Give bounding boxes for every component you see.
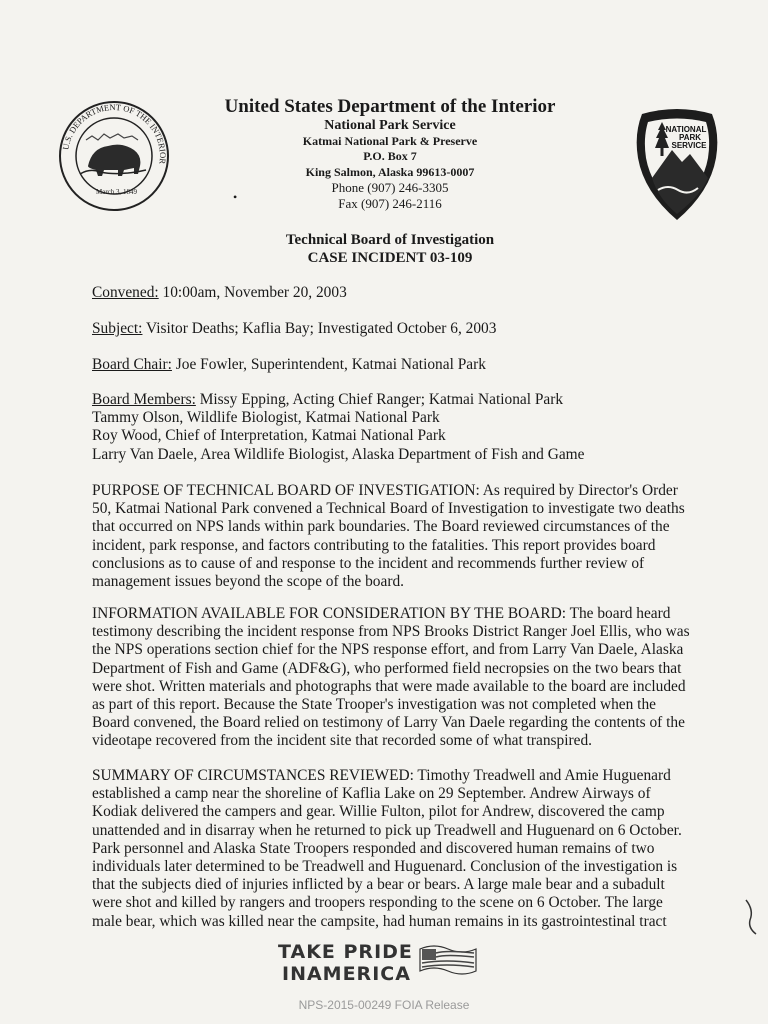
text-line: Board convened, the Board relied on testimony of Larry Van Daele regarding the contents of the <box>92 714 685 732</box>
department-name: United States Department of the Interior <box>224 96 556 117</box>
information-paragraph <box>92 605 692 751</box>
chair-label: Board Chair: <box>92 356 172 373</box>
flag-icon <box>418 943 478 983</box>
text-line: were shot and killed by rangers and troopers responding to the scene on 6 October. The large <box>92 894 663 912</box>
report-title <box>150 231 630 267</box>
chair-line <box>92 356 692 374</box>
subject-label: Subject: <box>92 320 143 337</box>
board-title: Technical Board of Investigation <box>285 232 495 248</box>
seal-ring-text: U.S. DEPARTMENT OF THE INTERIOR <box>60 101 169 165</box>
nps-arrowhead-icon <box>634 108 720 222</box>
text-line: Department of Fish and Game (ADF&G), who performed field necropsies on the two bears that <box>92 659 682 677</box>
text-line: were shot. Written materials and photographs that were made available to the board are included <box>92 677 686 695</box>
seal-date: March 3, 1849 <box>96 188 138 196</box>
foia-release-stamp: NPS-2015-00249 FOIA Release <box>298 998 470 1012</box>
phone-number: Phone (907) 246-3305 <box>331 180 449 195</box>
po-box: P.O. Box 7 <box>363 149 417 163</box>
text-line: INFORMATION AVAILABLE FOR CONSIDERATION BY THE BOARD: The board heard <box>92 605 671 622</box>
purpose-paragraph <box>92 482 692 591</box>
subject-value: Visitor Deaths; Kaflia Bay; Investigated October 6, 2003 <box>142 320 497 337</box>
text-line: conclusions as to cause of and response to the incident and recommends further review of <box>92 554 645 572</box>
text-line: that occurred on NPS lands within park boundaries. The Board reviewed circumstances of the <box>92 518 670 536</box>
logo-line2: INAMERICA <box>282 963 411 985</box>
member-2: Tammy Olson, Wildlife Biologist, Katmai National Park <box>92 409 440 427</box>
speck: • <box>233 190 238 204</box>
text-line: unattended and in disarray when he returned to pick up Treadwell and Huguenard on 6 October. <box>92 821 682 839</box>
text-line: SUMMARY OF CIRCUMSTANCES REVIEWED: Timothy Treadwell and Amie Huguenard <box>92 767 671 784</box>
nps-logo-line2: PARK <box>678 133 702 142</box>
text-line: as part of this report. Because the State Trooper's investigation was not completed when the <box>92 696 656 714</box>
text-line: 50, Katmai National Park convened a Technical Board of Investigation to investigate two deaths <box>92 500 685 518</box>
text-line: incident, park response, and factors contributing to the fatalities. This report provides board <box>92 536 656 554</box>
member-1: Missy Epping, Acting Chief Ranger; Katmai National Park <box>195 391 564 408</box>
text-line: established a camp near the shoreline of Kaflia Lake on 29 September. Andrew Airways of <box>92 785 651 803</box>
members-label: Board Members: <box>92 391 196 408</box>
text-line: videotape recovered from the incident site that recorded some of what transpired. <box>92 732 593 750</box>
chair-value: Joe Fowler, Superintendent, Katmai National Park <box>171 356 486 373</box>
take-pride-logo <box>278 941 498 991</box>
text-line: individuals later determined to be Treadwell and Huguenard. Conclusion of the investigation is <box>92 858 678 876</box>
text-line: management issues beyond the scope of the board. <box>92 573 404 591</box>
letterhead <box>150 96 630 211</box>
members-block <box>92 391 692 464</box>
member-3: Roy Wood, Chief of Interpretation, Katmai National Park <box>92 427 446 445</box>
text-line: the NPS operations section chief for the NPS response effort, and from Larry Van Daele, Alaska <box>92 641 684 659</box>
agency-name: National Park Service <box>324 118 456 133</box>
subject-line <box>92 320 692 338</box>
text-line: Park personnel and Alaska State Troopers responded and discovered human remains of two <box>92 839 655 857</box>
text-line: male bear, which was killed near the campsite, had human remains in its gastrointestinal tract <box>92 912 667 930</box>
text-line: Kodiak delivered the campers and gear. Willie Fulton, pilot for Andrew, discovered the camp <box>92 803 665 821</box>
text-line: that the subjects died of injuries inflicted by a bear or bears. A large male bear and a subadult <box>92 876 665 894</box>
text-line: PURPOSE OF TECHNICAL BOARD OF INVESTIGATION: As required by Director's Order <box>92 482 678 499</box>
summary-paragraph <box>92 767 692 931</box>
fax-number: Fax (907) 246-2116 <box>338 195 442 211</box>
city-address: King Salmon, Alaska 99613-0007 <box>305 164 475 179</box>
park-name: Katmai National Park & Preserve <box>302 133 478 148</box>
nps-logo-line1: NATIONAL <box>665 125 707 134</box>
margin-mark <box>742 896 762 936</box>
convened-line <box>92 284 692 302</box>
convened-label: Convened: <box>92 284 159 301</box>
nps-logo-line3: SERVICE <box>671 141 707 150</box>
convened-value: 10:00am, November 20, 2003 <box>158 284 347 301</box>
member-4: Larry Van Daele, Area Wildlife Biologist, Alaska Department of Fish and Game <box>92 445 585 463</box>
logo-line1: TAKE PRIDE <box>278 941 413 963</box>
text-line: testimony describing the incident response from NPS Brooks District Ranger Joel Ellis, who was <box>92 623 690 641</box>
case-number: CASE INCIDENT 03-109 <box>307 250 473 266</box>
